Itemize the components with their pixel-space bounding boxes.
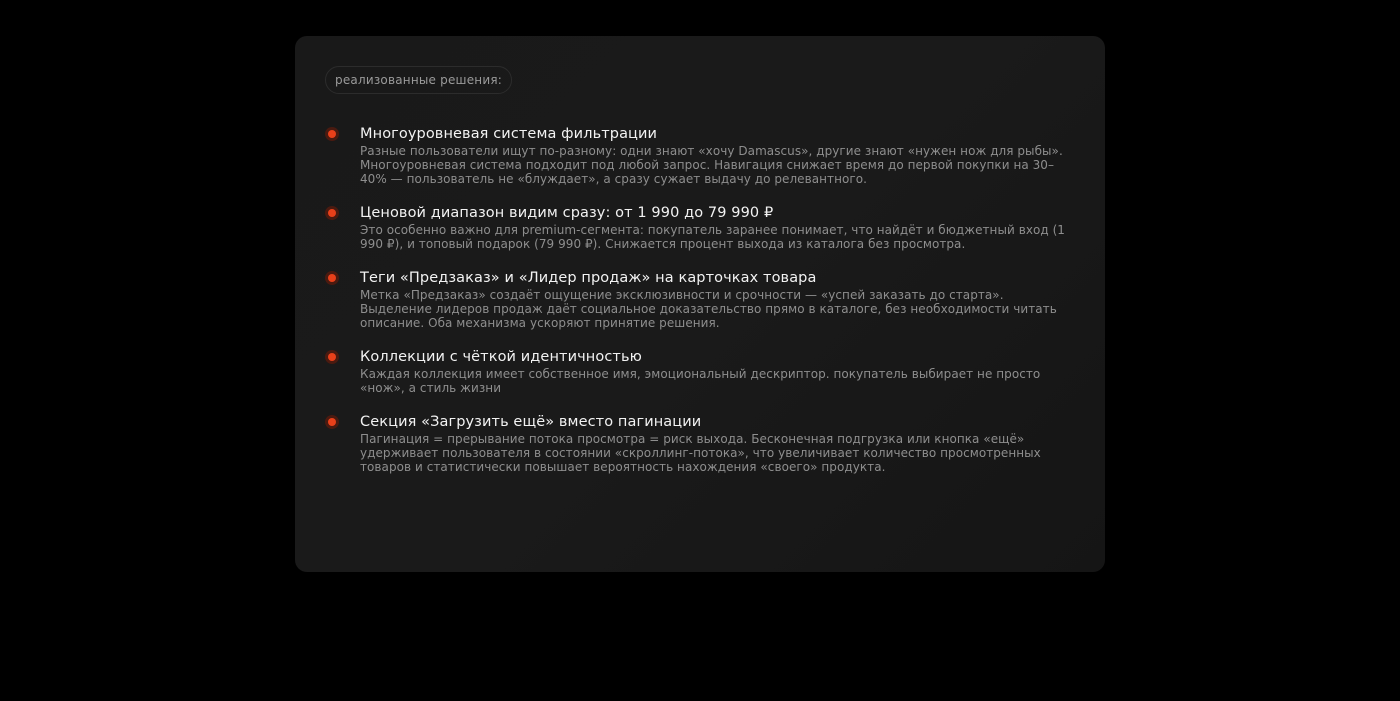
list-item xyxy=(325,347,1069,395)
solutions-card xyxy=(295,36,1105,572)
bullet-dot-icon xyxy=(325,271,339,285)
item-title: Секция «Загрузить ещё» вместо пагинации xyxy=(360,414,702,430)
item-description: Это особенно важно для premium-сегмента: покупатель заранее понимает, что найдёт и бюджетный вход (1 990 ₽), и топовый подарок (79 990 ₽). Снижается процент выхода из каталога без просмотра. xyxy=(360,223,1065,251)
list-item xyxy=(325,124,1069,186)
item-description: Метка «Предзаказ» создаёт ощущение эксклюзивности и срочности — «успей заказать до старта». Выделение лидеров продаж даёт социальное доказательство прямо в каталоге, без необходимости читать описание. Оба механизма ускоряют принятие решения. xyxy=(360,288,1057,330)
item-title: Теги «Предзаказ» и «Лидер продаж» на карточках товара xyxy=(360,270,817,286)
item-title: Многоуровневая система фильтрации xyxy=(360,126,658,142)
section-tag: реализованные решения: xyxy=(325,66,512,94)
item-title: Ценовой диапазон видим сразу: от 1 990 до 79 990 ₽ xyxy=(360,205,774,221)
item-description: Каждая коллекция имеет собственное имя, эмоциональный дескриптор. покупатель выбирает не просто «нож», а стиль жизни xyxy=(360,367,1041,395)
bullet-dot-icon xyxy=(325,415,339,429)
list-item xyxy=(325,203,1069,251)
bullet-dot-icon xyxy=(325,350,339,364)
item-description: Разные пользователи ищут по-разному: одни знают «хочу Damascus», другие знают «нужен нож для рыбы». Многоуровневая система подходит под любой запрос. Навигация снижает время до первой покупки на 30–40% — пользователь не «блуждает», а сразу сужает выдачу до релевантного. xyxy=(360,144,1063,186)
item-title: Коллекции с чёткой идентичностью xyxy=(360,349,642,365)
bullet-dot-icon xyxy=(325,206,339,220)
list-item xyxy=(325,412,1069,474)
list-item xyxy=(325,268,1069,330)
item-description: Пагинация = прерывание потока просмотра = риск выхода. Бесконечная подгрузка или кнопка «ещё» удерживает пользователя в состоянии «скроллинг-потока», что увеличивает количество просмотренных товаров и статистически повышает вероятность нахождения «своего» продукта. xyxy=(360,432,1041,474)
solutions-list xyxy=(325,124,1069,491)
bullet-dot-icon xyxy=(325,127,339,141)
